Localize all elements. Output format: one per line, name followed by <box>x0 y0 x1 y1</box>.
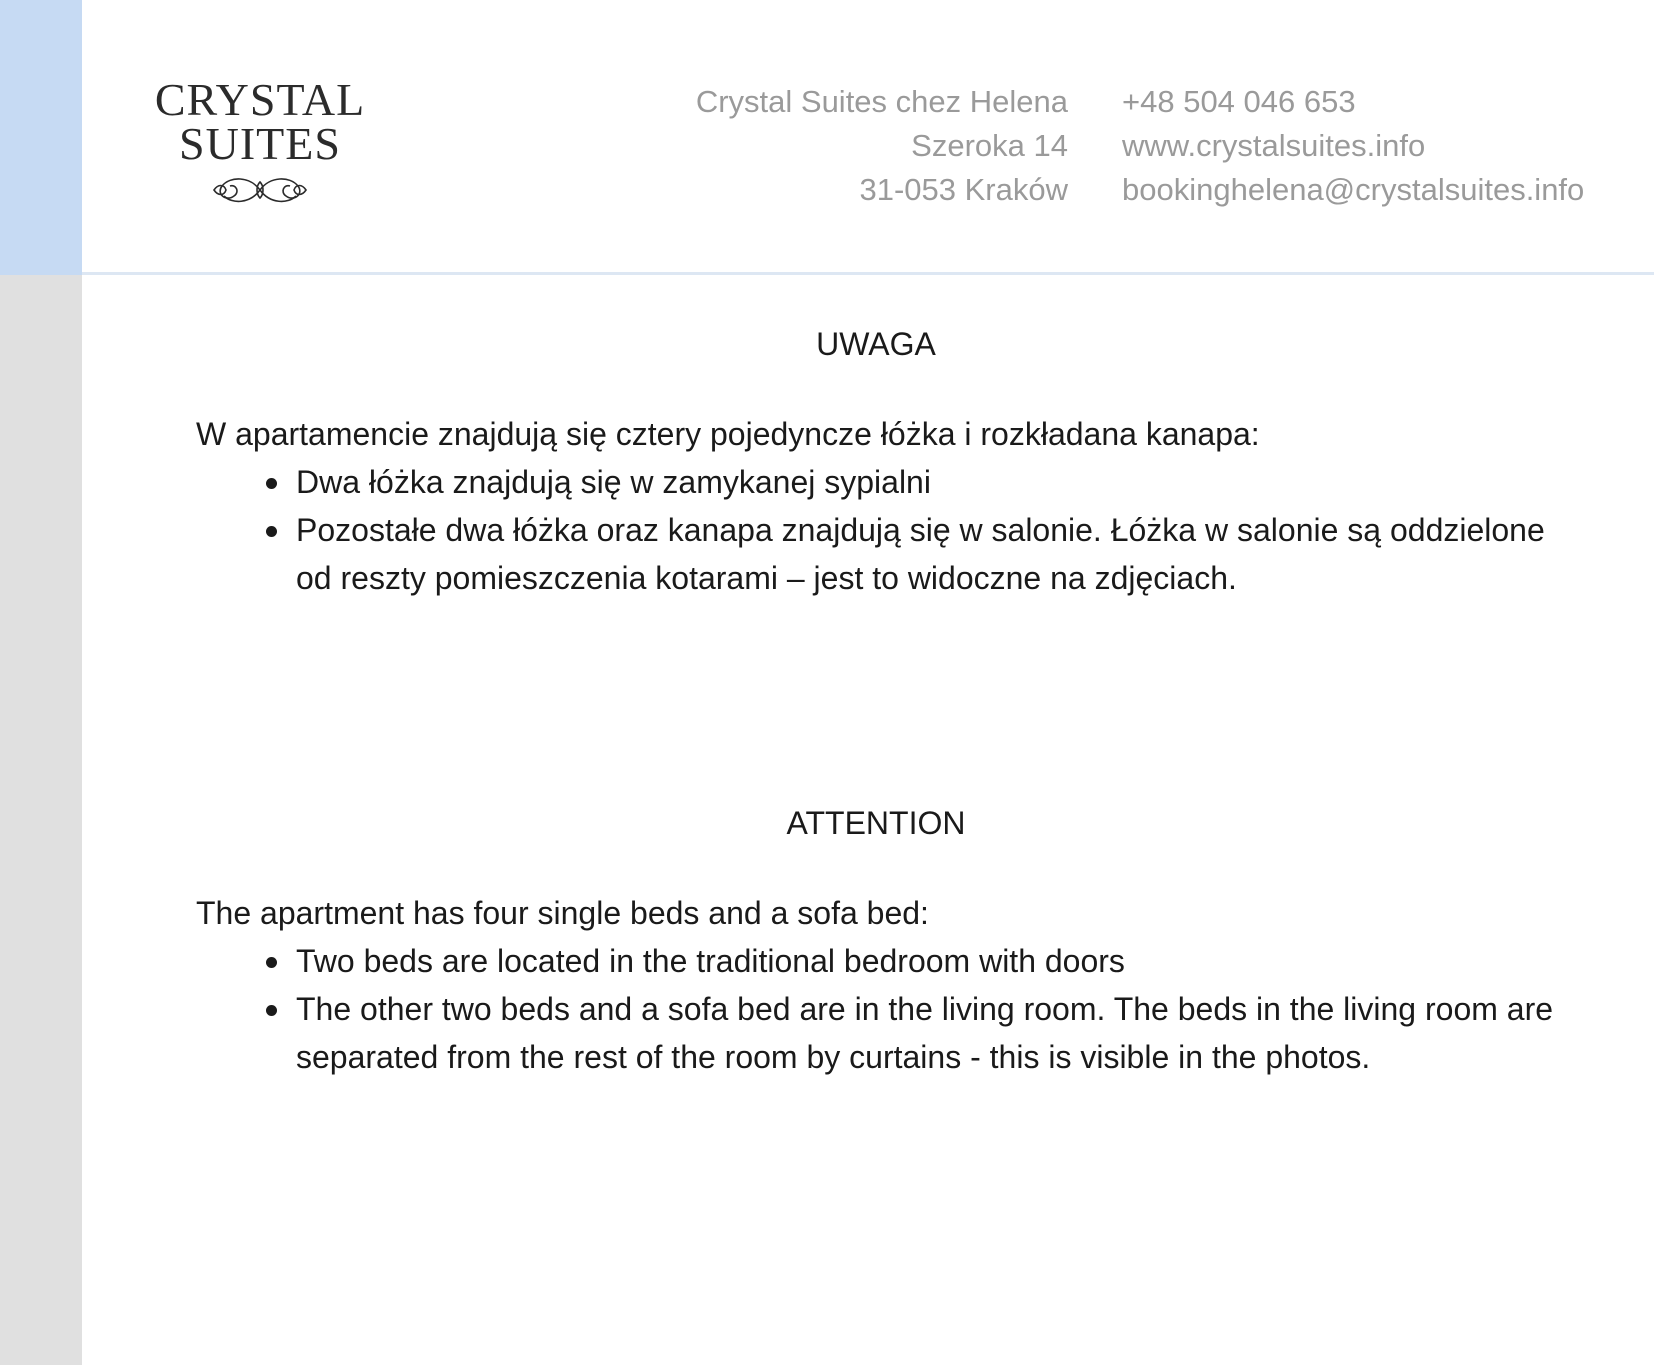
list-item-text: Two beds are located in the traditional bedroom with doors <box>296 943 1125 979</box>
english-notice-section <box>196 803 1556 1081</box>
bullet-icon <box>266 478 277 489</box>
contact-block <box>1122 80 1584 212</box>
bullet-icon <box>266 526 277 537</box>
address-city: 31-053 Kraków <box>859 172 1068 207</box>
english-bullet-list <box>196 937 1556 1081</box>
list-item-text: Dwa łóżka znajdują się w zamykanej sypialni <box>296 464 931 500</box>
polish-notice-intro: W apartamencie znajdują się cztery pojedyncze łóżka i rozkładana kanapa: <box>196 416 1260 452</box>
crystal-suites-logo <box>130 74 390 208</box>
list-item <box>196 458 1556 506</box>
email-link[interactable]: bookinghelena@crystalsuites.info <box>1122 172 1585 207</box>
header-margin-accent <box>0 0 82 275</box>
english-notice-title: ATTENTION <box>786 805 966 841</box>
list-item <box>196 985 1556 1081</box>
list-item-text: The other two beds and a sofa bed are in the living room. The beds in the living room are separated from the rest of the room by curtains - this is visible in the photos. <box>296 991 1554 1075</box>
address-block <box>696 80 1068 212</box>
phone-number: +48 504 046 653 <box>1122 84 1356 119</box>
flourish-ornament-icon <box>210 172 310 208</box>
header-divider <box>82 272 1654 275</box>
polish-notice-title: UWAGA <box>816 326 936 362</box>
bullet-icon <box>266 957 277 968</box>
polish-notice-section <box>196 324 1556 602</box>
address-street: Szeroka 14 <box>911 128 1068 163</box>
address-name: Crystal Suites chez Helena <box>695 84 1068 119</box>
bullet-icon <box>266 1005 277 1016</box>
polish-bullet-list <box>196 458 1556 602</box>
list-item <box>196 506 1556 602</box>
website-link[interactable]: www.crystalsuites.info <box>1122 128 1426 163</box>
logo-line-1: CRYSTAL <box>154 74 366 125</box>
list-item-text: Pozostałe dwa łóżka oraz kanapa znajdują się w salonie. Łóżka w salonie są oddzielone od reszty pomieszczenia kotarami – jest to widoczne na zdjęciach. <box>296 512 1545 596</box>
logo-line-2: SUITES <box>179 118 341 169</box>
english-notice-intro: The apartment has four single beds and a sofa bed: <box>196 895 929 931</box>
list-item <box>196 937 1556 985</box>
